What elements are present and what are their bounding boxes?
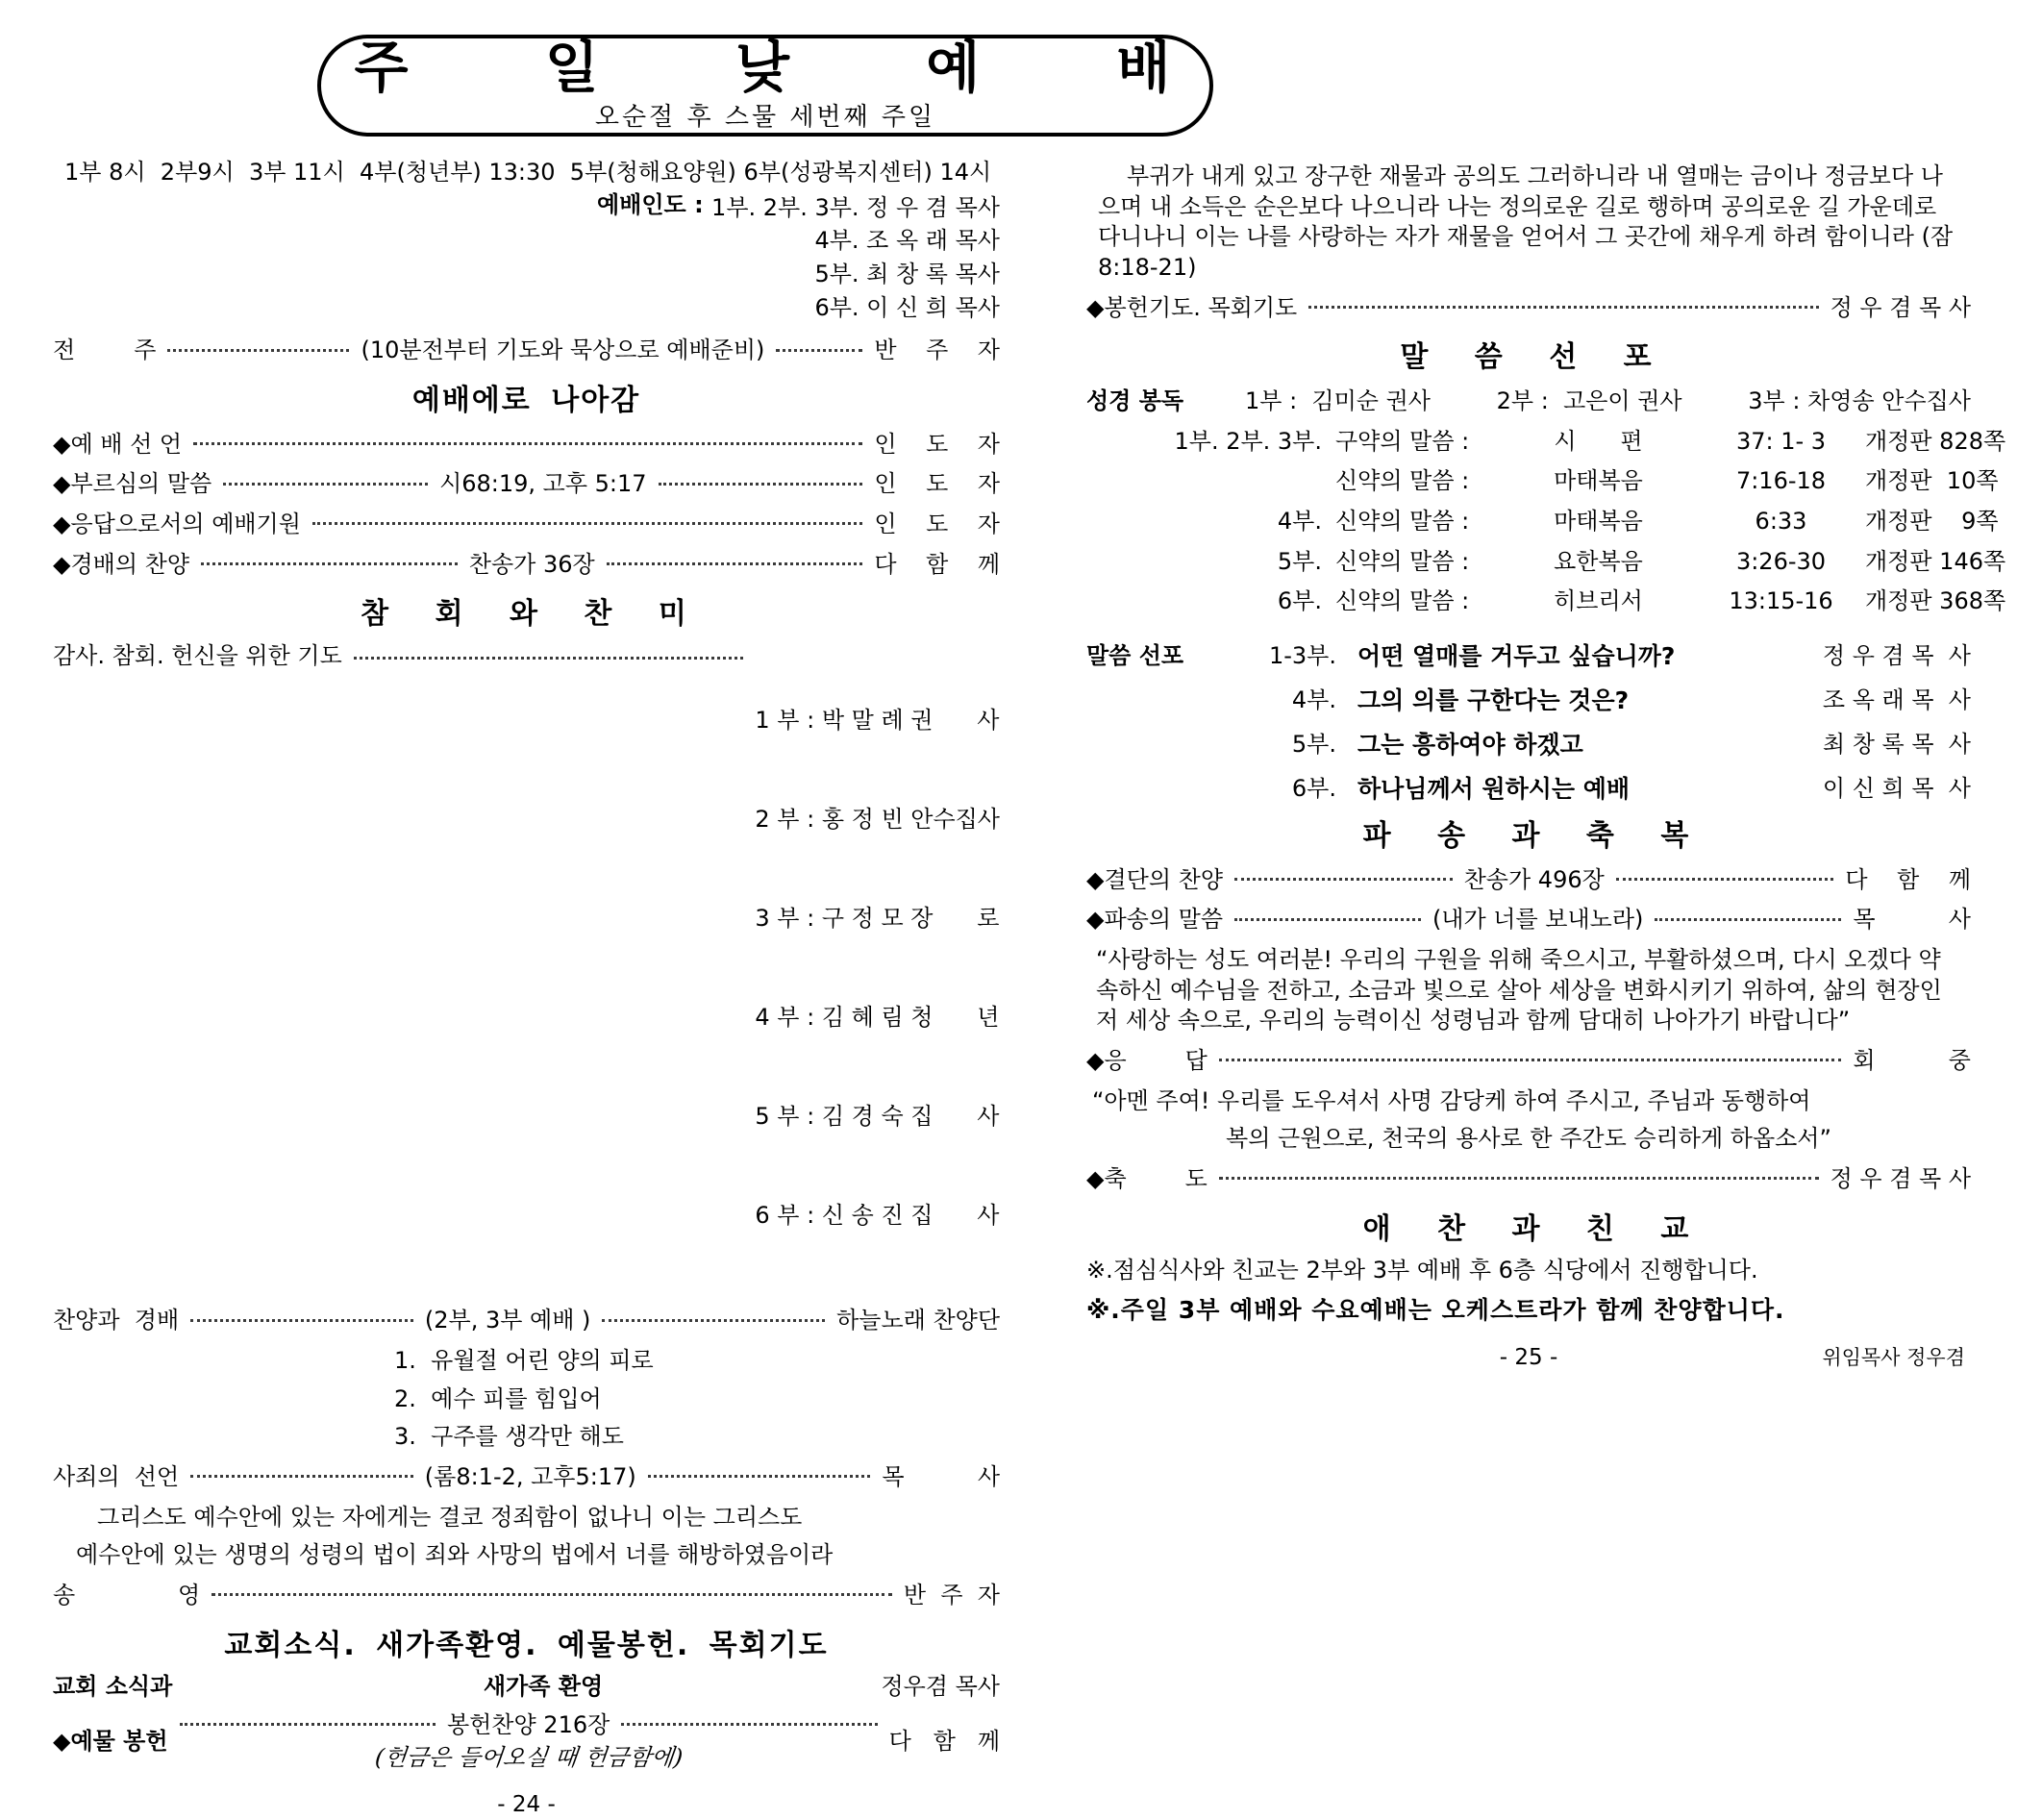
- benediction-who: 정 우 겸 목 사: [1830, 1164, 1971, 1192]
- scripture-book: 마태복음: [1554, 467, 1643, 495]
- scripture-row: [1086, 507, 1999, 537]
- prelude-row: [53, 336, 1000, 366]
- sending-paragraph: “사랑하는 성도 여러분! 우리의 구원을 위해 죽으시고, 부활하셨으며, 다시 오겠다 약속하신 예수님을 전하고, 소금과 빛으로 살아 세상을 변화시키기 위하여, 삶의 현장인 저 세상 속으로, 우리의 능력이신 성령님과 함께 담대히 나아가기 바랍니다”: [1096, 945, 1942, 1035]
- praise-worship-label: 찬양과 경배: [53, 1307, 180, 1334]
- dot-leader: [621, 1723, 877, 1726]
- dot-leader: [167, 349, 349, 352]
- scripture-row: [1086, 466, 1999, 497]
- dot-leader: [193, 442, 862, 445]
- sermon-row: [1086, 729, 1971, 760]
- scripture-book: 시 편: [1554, 427, 1643, 455]
- sermon-row: [1086, 773, 1971, 805]
- scripture-book: 마태복음: [1554, 507, 1643, 535]
- adoration-row: [53, 550, 1000, 581]
- benediction-row: [1086, 1164, 1971, 1195]
- confession-prayer-row: [53, 641, 1000, 1296]
- scripture-part: 4부.: [1277, 507, 1322, 535]
- scripture-row: [1086, 547, 2006, 578]
- scripture-kind: 신약의 말씀 :: [1335, 467, 1470, 495]
- dot-leader: [776, 349, 862, 352]
- offering-row: [53, 1710, 1000, 1773]
- decision-hymn-who: 다 함 께: [1845, 865, 1972, 893]
- dot-leader: [1219, 1059, 1841, 1061]
- section-title-news: 교회소식. 새가족환영. 예물봉헌. 목회기도: [224, 1628, 829, 1662]
- worship-leader-label: 예배인도 :: [597, 190, 712, 218]
- offering-hymn: 봉헌찬양 216장: [446, 1710, 610, 1738]
- prayer-leader-line: 5 부 : 김 경 숙 집 사: [755, 1103, 1000, 1131]
- prayer-leader-line: 2 부 : 홍 정 빈 안수집사: [755, 806, 1000, 834]
- sermon-part: 6부.: [1291, 774, 1336, 802]
- prayer-leader-line: 4 부 : 김 혜 림 청 년: [755, 1004, 1000, 1032]
- offering-handwritten-note: (헌금은 들어오실 때 헌금함에): [373, 1743, 685, 1771]
- decision-hymn: 찬송가 496장: [1463, 865, 1605, 893]
- dot-leader: [223, 483, 428, 486]
- sending-word-row: [1086, 905, 1971, 935]
- dot-leader: [354, 657, 744, 660]
- dot-leader: [312, 522, 862, 525]
- doxology-label: 송 영: [53, 1582, 201, 1609]
- worship-leader-line: 4부. 조 옥 래 목사: [814, 227, 1000, 255]
- dot-leader: [659, 483, 863, 486]
- worship-leader-line: 6부. 이 신 희 목사: [814, 293, 1000, 321]
- sending-word-label: ◆파송의 말씀: [1086, 906, 1224, 934]
- scripture-verse: 7:16-18: [1735, 467, 1827, 495]
- praise-worship-row: [53, 1306, 1000, 1336]
- scripture-page: 개정판 828쪽: [1865, 427, 2006, 455]
- church-news-label: 교회 소식과: [53, 1673, 173, 1701]
- right-column: [1086, 154, 2006, 1820]
- sermon-part: 1-3부.: [1268, 641, 1336, 669]
- response-prayer-row: [53, 510, 1000, 540]
- two-column-layout: [53, 154, 2006, 1820]
- sermon-row: [1086, 640, 1971, 672]
- dot-leader: [190, 1319, 413, 1322]
- sermon-title: 그는 흥하여야 하겠고: [1357, 730, 1583, 759]
- response-label: ◆응 답: [1086, 1046, 1208, 1074]
- absolution-label: 사죄의 선언: [53, 1463, 180, 1491]
- response-text-line: 복의 근원으로, 천국의 용사로 한 주간도 승리하게 하옵소서”: [1226, 1125, 1831, 1153]
- prelude-who: 반 주 자: [874, 337, 1000, 364]
- response-row: [1086, 1046, 1971, 1077]
- scripture-reading-label: 성경 봉독: [1086, 386, 1184, 414]
- worship-leader-line: 1부. 2부. 3부. 정 우 겸 목사: [711, 193, 1000, 221]
- doxology-row: [53, 1581, 1000, 1611]
- offering-who: 다 함 께: [888, 1727, 1000, 1755]
- song-list: [53, 1346, 1000, 1453]
- worship-leader-line: 5부. 최 창 록 목사: [814, 261, 1000, 288]
- scripture-readers: [1245, 386, 1971, 417]
- section-title-approach: 예배에로 나아감: [411, 384, 641, 418]
- scripture-verse: 37: 1- 3: [1735, 427, 1827, 455]
- scripture-page: 개정판 10쪽: [1865, 467, 1999, 495]
- song-item: 1. 유월절 어린 양의 피로: [394, 1347, 654, 1375]
- absolution-text-line: 그리스도 예수안에 있는 자에게는 결코 정죄함이 없나니 이는 그리스도: [97, 1503, 803, 1531]
- church-news-row: [53, 1672, 1000, 1703]
- scripture-page: 개정판 9쪽: [1865, 507, 1999, 535]
- offering-hymn-line: [168, 1710, 889, 1741]
- praise-worship-note: (2부, 3부 예배 ): [424, 1307, 591, 1334]
- notice-line-bold: ※.주일 3부 예배와 수요예배는 오케스트라가 함께 찬양합니다.: [1086, 1295, 1785, 1324]
- absolution-row: [53, 1462, 1000, 1493]
- scripture-verse: 13:15-16: [1729, 587, 1833, 615]
- dot-leader: [602, 1319, 825, 1322]
- scripture-page: 개정판 146쪽: [1865, 547, 2006, 575]
- scripture-book: 요한복음: [1554, 547, 1643, 575]
- sermon-preacher: 이 신 희 목 사: [1822, 774, 1971, 802]
- calling-verse: 시68:19, 고후 5:17: [439, 470, 647, 498]
- sermon-part: 4부.: [1291, 686, 1336, 713]
- prayer-leader-line: 3 부 : 구 정 모 장 로: [755, 905, 1000, 933]
- offering-middle: [168, 1710, 889, 1773]
- scripture-part: 1부. 2부. 3부.: [1174, 427, 1322, 455]
- adoration-hymn: 찬송가 36장: [468, 550, 595, 578]
- prayer-leader-line: 1 부 : 박 말 례 권 사: [755, 707, 1000, 735]
- prayer-leader-line: 6 부 : 신 송 진 집 사: [755, 1202, 1000, 1230]
- response-prayer-who: 인 도 자: [874, 510, 1000, 537]
- offering-prayer-row: [1086, 293, 1971, 324]
- section-title-sending: 파 송 과 축 복: [1362, 818, 1695, 853]
- absolution-text-line: 예수안에 있는 생명의 성령의 법이 죄와 사망의 법에서 너를 해방하였음이라: [76, 1541, 834, 1569]
- sermon-section-label: 말씀 선포: [1086, 641, 1184, 669]
- calling-row: [53, 469, 1000, 500]
- reader-part2: 2부 : 고은이 권사: [1496, 386, 1682, 414]
- scripture-kind: 신약의 말씀 :: [1335, 547, 1470, 575]
- absolution-who: 목 사: [882, 1463, 1001, 1491]
- dot-leader: [648, 1475, 871, 1478]
- dot-leader: [190, 1475, 413, 1478]
- sermon-preacher: 조 옥 래 목 사: [1822, 686, 1971, 713]
- offering-prayer-who: 정 우 겸 목 사: [1830, 293, 1971, 321]
- response-text-line: “아멘 주여! 우리를 도우셔서 사명 감당케 하여 주시고, 주님과 동행하여: [1092, 1086, 1811, 1114]
- reader-part3: 3부 : 차영송 안수집사: [1748, 386, 1971, 414]
- declaration-row: [53, 430, 1000, 461]
- dot-leader: [1219, 1177, 1819, 1180]
- reader-part1: 1부 : 김미순 권사: [1245, 386, 1431, 414]
- proverbs-verse-paragraph: 부귀가 내게 있고 장구한 재물과 공의도 그러하니라 내 열매는 금이나 정금보다 나으며 내 소득은 순은보다 나으니라 나는 정의로운 길로 행하며 공의로운 길 가운데로 다니나니 이는 나를 사랑하는 자가 재물을 얻어서 그 곳간에 채우게 하려 함이니라 (잠 8:18-21): [1098, 162, 1954, 282]
- confession-prayer-label: 감사. 참회. 헌신을 위한 기도: [53, 641, 342, 669]
- section-title-fellowship: 애 찬 과 친 교: [1362, 1211, 1695, 1246]
- sermon-title: 그의 의를 구한다는 것은?: [1357, 686, 1630, 714]
- page-subtitle: 오순절 후 스물 세번째 주일: [594, 102, 936, 132]
- sermon-preacher: 정 우 겸 목 사: [1822, 641, 1971, 669]
- page-number-left: - 24 -: [497, 1792, 556, 1818]
- sermon-title: 하나님께서 원하시는 예배: [1357, 774, 1631, 803]
- doxology-who: 반 주 자: [903, 1582, 1000, 1609]
- service-times: 1부 8시 2부9시 3부 11시 4부(청년부) 13:30 5부(청해요양원) 6부(성광복지센터) 14시: [64, 159, 992, 186]
- prelude-label: 전 주: [53, 337, 157, 364]
- worship-leaders-block: [53, 190, 1000, 327]
- scripture-row: [1086, 427, 2006, 458]
- dot-leader: [1234, 918, 1421, 921]
- page-footer-right: [1086, 1343, 1971, 1372]
- sermon-part: 5부.: [1291, 730, 1336, 758]
- sending-word-who: 목 사: [1853, 906, 1971, 934]
- dot-leader: [1308, 306, 1818, 309]
- scripture-reading-row: [1086, 386, 1971, 417]
- scripture-part: 6부.: [1277, 587, 1322, 615]
- decision-hymn-row: [1086, 865, 1971, 896]
- sermon-row: [1086, 685, 1971, 716]
- scripture-book: 히브리서: [1554, 587, 1643, 615]
- sending-word-verse: (내가 너를 보내노라): [1432, 906, 1644, 934]
- scripture-kind: 신약의 말씀 :: [1335, 587, 1470, 615]
- church-news-who: 정우겸 목사: [881, 1673, 1000, 1701]
- scripture-verse: 3:26-30: [1735, 547, 1827, 575]
- declaration-label: ◆예 배 선 언: [53, 430, 183, 458]
- dot-leader: [1616, 878, 1834, 881]
- dot-leader: [1655, 918, 1841, 921]
- calling-who: 인 도 자: [874, 470, 1001, 498]
- declaration-who: 인 도 자: [874, 430, 1000, 458]
- prelude-note: (10분전부터 기도와 묵상으로 예배준비): [361, 337, 765, 364]
- newcomer-welcome: 새가족 환영: [483, 1673, 604, 1701]
- senior-pastor-note: 위임목사 정우겸: [1822, 1345, 1965, 1369]
- adoration-label: ◆경배의 찬양: [53, 550, 190, 578]
- scripture-verse: 6:33: [1755, 507, 1807, 535]
- scripture-row: [1086, 586, 2006, 617]
- praise-worship-who: 하늘노래 찬양단: [836, 1307, 1001, 1334]
- scripture-kind: 신약의 말씀 :: [1335, 507, 1470, 535]
- absolution-verse: (롬8:1-2, 고후5:17): [424, 1463, 636, 1491]
- offering-label: ◆예물 봉헌: [53, 1727, 168, 1755]
- prayer-leaders-list: [755, 641, 1000, 1296]
- scripture-page: 개정판 368쪽: [1865, 587, 2006, 615]
- page-title: 주 일 낮 예 배: [354, 34, 1177, 100]
- section-title-proclamation: 말 씀 선 포: [1400, 340, 1657, 375]
- dot-leader: [212, 1593, 892, 1596]
- worship-leader-list: [711, 190, 1000, 327]
- dot-leader: [607, 562, 863, 565]
- song-item: 3. 구주를 생각만 해도: [394, 1423, 624, 1451]
- adoration-who: 다 함 께: [874, 550, 1001, 578]
- sermon-title: 어떤 열매를 거두고 싶습니까?: [1357, 641, 1676, 670]
- dot-leader: [1234, 878, 1453, 881]
- response-who: 회 중: [1853, 1046, 1971, 1074]
- scripture-kind: 구약의 말씀 :: [1335, 427, 1470, 455]
- decision-hymn-label: ◆결단의 찬양: [1086, 865, 1224, 893]
- left-column: [53, 154, 1000, 1820]
- benediction-label: ◆축 도: [1086, 1164, 1208, 1192]
- offering-prayer-label: ◆봉헌기도. 목회기도: [1086, 293, 1298, 321]
- header-box: [317, 35, 1213, 137]
- sermon-preacher: 최 창 록 목 사: [1822, 730, 1971, 758]
- page-number-right: - 25 -: [1499, 1344, 1558, 1370]
- notice-line: ※.점심식사와 친교는 2부와 3부 예배 후 6층 식당에서 진행합니다.: [1086, 1257, 1758, 1284]
- calling-label: ◆부르심의 말씀: [53, 470, 212, 498]
- dot-leader: [201, 562, 458, 565]
- scripture-part: 5부.: [1277, 547, 1322, 575]
- song-item: 2. 예수 피를 힘입어: [394, 1384, 602, 1412]
- response-prayer-label: ◆응답으로서의 예배기원: [53, 510, 301, 537]
- section-title-confession: 참 회 와 찬 미: [361, 597, 692, 632]
- dot-leader: [180, 1723, 436, 1726]
